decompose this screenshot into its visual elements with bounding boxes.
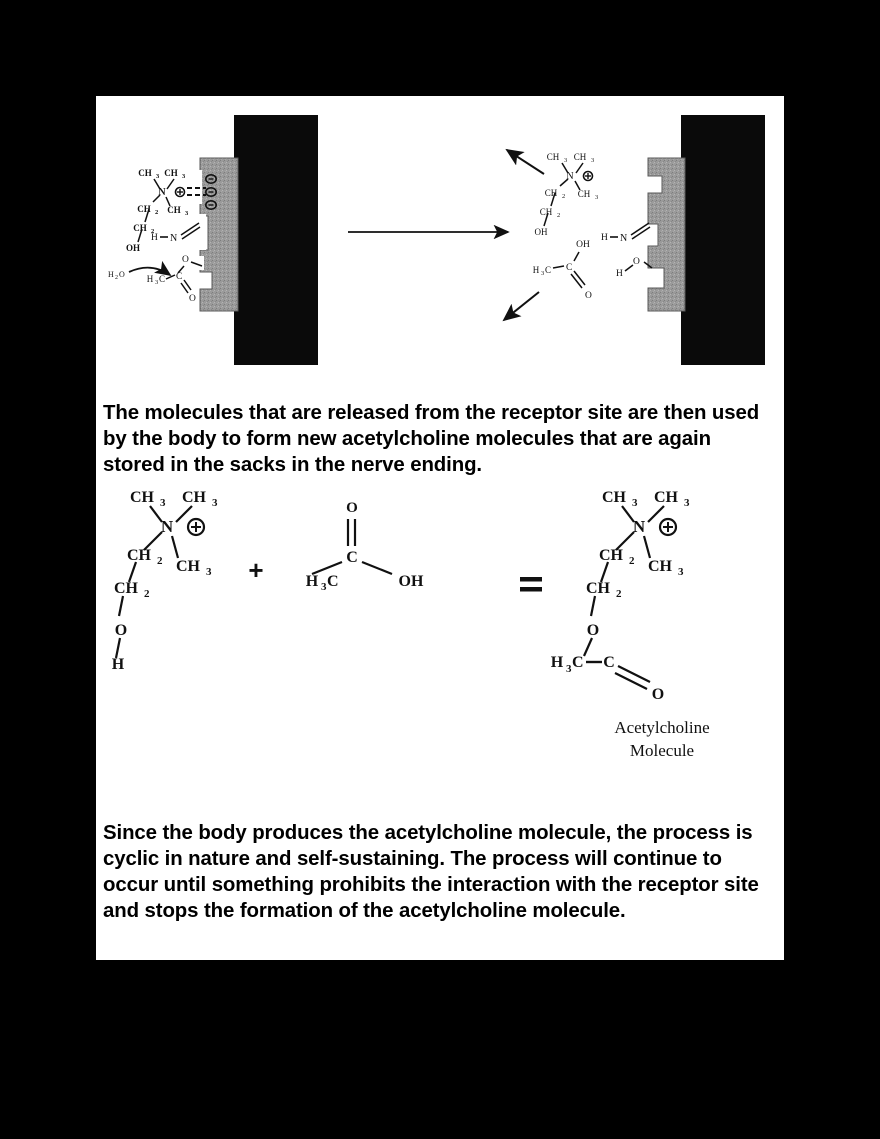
- svg-text:2: 2: [144, 588, 150, 600]
- svg-text:N: N: [632, 517, 646, 536]
- svg-text:2: 2: [562, 193, 566, 200]
- svg-text:3: 3: [684, 497, 690, 509]
- svg-text:2: 2: [155, 209, 159, 216]
- svg-text:N: N: [158, 187, 166, 198]
- svg-text:H: H: [111, 656, 125, 673]
- svg-text:3: 3: [632, 497, 638, 509]
- receptor-hydroxyl-right: [616, 257, 652, 279]
- svg-text:2: 2: [629, 555, 635, 567]
- acetyl-fragment-left: [147, 272, 196, 304]
- svg-text:3: 3: [541, 270, 545, 277]
- svg-text:O: O: [586, 622, 600, 639]
- svg-text:3: 3: [155, 279, 159, 286]
- acetylcholine-label-line2: Molecule: [629, 741, 695, 760]
- svg-text:3: 3: [564, 157, 568, 164]
- svg-text:2: 2: [115, 275, 118, 281]
- svg-text:3: 3: [595, 194, 599, 201]
- svg-text:C: C: [346, 549, 358, 566]
- svg-text:N: N: [170, 233, 178, 244]
- svg-text:CH: CH: [539, 207, 553, 217]
- choline-molecule: [112, 489, 218, 673]
- svg-text:N: N: [620, 233, 628, 244]
- svg-text:CH: CH: [544, 188, 558, 198]
- svg-text:2: 2: [157, 555, 163, 567]
- svg-text:3: 3: [566, 663, 572, 675]
- svg-text:CH: CH: [167, 205, 181, 215]
- receptor-imine-right: [601, 223, 650, 244]
- svg-text:3: 3: [591, 157, 595, 164]
- svg-text:H: H: [108, 270, 114, 279]
- receptor-membrane-right: [681, 115, 765, 365]
- svg-text:OH: OH: [576, 240, 590, 250]
- svg-text:C: C: [603, 654, 615, 671]
- svg-text:CH: CH: [182, 489, 206, 506]
- paragraph-released-molecules: The molecules that are released from the receptor site are then used by the body to form new acetylcholine molecules that are again stored in the sacks in the nerve ending.: [103, 402, 760, 477]
- svg-text:CH: CH: [133, 223, 147, 233]
- svg-text:H: H: [146, 274, 154, 284]
- svg-text:H: H: [550, 654, 564, 671]
- svg-text:CH: CH: [137, 204, 151, 214]
- svg-text:OH: OH: [534, 227, 548, 237]
- svg-text:C: C: [545, 265, 552, 275]
- paragraph-cyclic-process: Since the body produces the acetylcholine molecule, the process is cyclic in nature and self-sustaining. The process will continue to occur until something prohibits the interaction with the receptor site and stops the formation of the acetylcholine molecule.: [103, 822, 759, 923]
- svg-text:CH: CH: [654, 489, 678, 506]
- svg-text:CH: CH: [586, 580, 610, 597]
- svg-text:CH: CH: [599, 547, 623, 564]
- document-page: [96, 96, 784, 960]
- svg-text:CH: CH: [573, 152, 587, 162]
- svg-text:O: O: [182, 255, 189, 265]
- equals-sign: [520, 577, 542, 592]
- acetate-exit-arrow: [504, 292, 539, 320]
- svg-text:CH: CH: [176, 558, 200, 575]
- svg-text:2: 2: [616, 588, 622, 600]
- svg-text:O: O: [114, 622, 128, 639]
- svg-text:C: C: [327, 573, 339, 590]
- released-acetic-acid-molecule: [533, 240, 592, 301]
- svg-text:O: O: [346, 500, 358, 516]
- svg-text:OH: OH: [125, 243, 141, 253]
- svg-text:H: H: [616, 269, 623, 279]
- svg-text:CH: CH: [127, 547, 151, 564]
- svg-text:CH: CH: [546, 152, 560, 162]
- svg-text:3: 3: [206, 566, 212, 578]
- svg-text:2: 2: [151, 228, 155, 235]
- svg-text:3: 3: [185, 210, 189, 217]
- svg-text:O: O: [633, 257, 640, 267]
- acetic-acid-molecule: [306, 500, 424, 593]
- svg-text:3: 3: [156, 173, 160, 180]
- svg-text:3: 3: [160, 497, 166, 509]
- receptor-body-right: [648, 158, 685, 311]
- svg-text:O: O: [189, 294, 196, 304]
- svg-text:CH: CH: [602, 489, 626, 506]
- svg-text:N: N: [566, 171, 574, 182]
- svg-text:CH: CH: [648, 558, 672, 575]
- svg-text:CH: CH: [114, 580, 138, 597]
- svg-text:H: H: [601, 233, 608, 243]
- svg-text:O: O: [651, 686, 665, 703]
- acetylcholine-molecule: [551, 489, 690, 703]
- svg-text:N: N: [160, 517, 174, 536]
- plus-sign: +: [248, 555, 264, 585]
- receptor-membrane-left: [234, 115, 318, 365]
- svg-text:C: C: [176, 272, 183, 282]
- svg-text:2: 2: [557, 212, 561, 219]
- svg-text:CH: CH: [577, 189, 591, 199]
- svg-text:3: 3: [182, 173, 186, 180]
- svg-text:H: H: [532, 265, 540, 275]
- svg-text:H: H: [305, 573, 319, 590]
- svg-text:CH: CH: [130, 489, 154, 506]
- svg-text:H: H: [151, 233, 158, 243]
- synthesis-equation-diagram: [96, 474, 784, 774]
- svg-text:CH: CH: [138, 168, 152, 178]
- acetylcholine-label-line1: Acetylcholine: [614, 718, 710, 737]
- choline-exit-arrow: [507, 150, 544, 174]
- svg-text:CH: CH: [164, 168, 178, 178]
- svg-text:3: 3: [321, 581, 327, 593]
- svg-text:C: C: [566, 263, 573, 273]
- svg-text:C: C: [572, 654, 584, 671]
- svg-text:3: 3: [212, 497, 218, 509]
- released-choline-molecule: [535, 152, 599, 237]
- svg-text:OH: OH: [398, 573, 424, 590]
- svg-text:3: 3: [678, 566, 684, 578]
- svg-text:O: O: [119, 270, 125, 279]
- svg-text:C: C: [159, 274, 166, 284]
- svg-text:O: O: [585, 291, 592, 301]
- receptor-release-diagram: [96, 96, 784, 384]
